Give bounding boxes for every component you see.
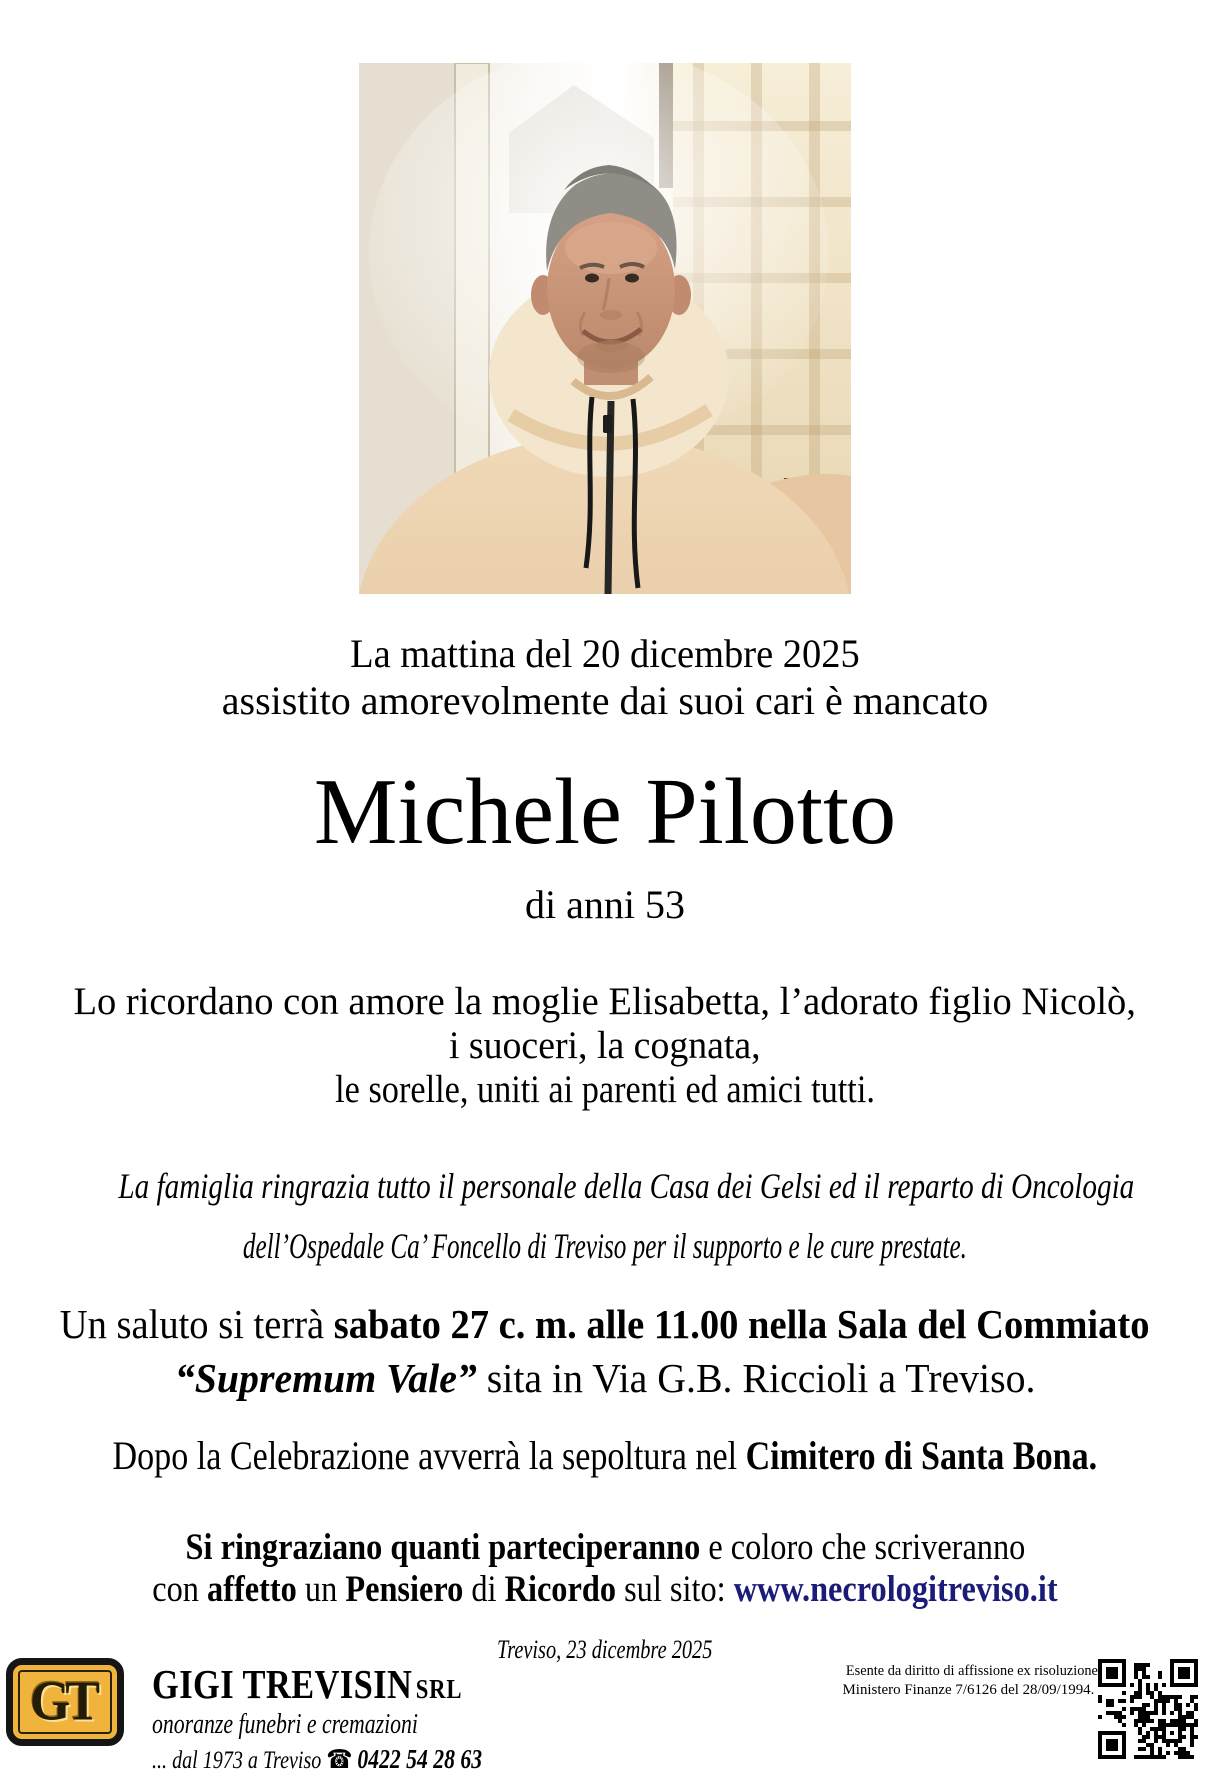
intro-lines (0, 630, 1210, 724)
family-line-2: i suoceri, la cognata, (449, 1024, 761, 1067)
legal-line-2: Ministero Finanze 7/6126 del 28/09/1994. (842, 1682, 1094, 1698)
cemetery-name: Cimitero di Santa Bona. (745, 1433, 1098, 1478)
gratitude-lines (0, 1527, 1210, 1611)
burial-line: Dopo la Celebrazione avverrà la sepoltura nel Cimitero di Santa Bona. (112, 1433, 1098, 1478)
gratitude-line-1: Si ringraziano quanti parteciperanno e coloro che scriveranno (185, 1527, 1025, 1568)
phone-icon: ☎ (326, 1745, 353, 1774)
dateline: Treviso, 23 dicembre 2025 (497, 1635, 713, 1664)
qr-code (1098, 1659, 1198, 1759)
logo-monogram: GT (29, 1670, 96, 1733)
ceremony-line-1: Un saluto si terrà sabato 27 c. m. alle 11.00 nella Sala del Commiato (60, 1301, 1150, 1347)
deceased-name: Michele Pilotto (313, 760, 897, 864)
company-logo (6, 1658, 124, 1746)
age-line: di anni 53 (525, 882, 685, 927)
ceremony-line-2: “Supremum Vale” sita in Via G.B. Riccioli a Treviso. (174, 1355, 1036, 1401)
gratitude-line-2: con affetto un Pensiero di Ricordo sul sito: www.necrologitreviso.it (152, 1569, 1058, 1610)
acknowledgement-line-2: dell’Ospedale Ca’ Foncello di Treviso per il supporto e le cure prestate. (242, 1226, 968, 1266)
portrait-photo (359, 63, 851, 594)
company-name-line: GIGI TREVISIN SRL (152, 1661, 463, 1707)
legal-notice (840, 1662, 1096, 1700)
legal-line-1: Esente da diritto di affissione ex risoluzione (845, 1663, 1098, 1679)
portrait-illustration (359, 63, 851, 594)
ceremony-lines (0, 1297, 1210, 1405)
website-link: www.necrologitreviso.it (733, 1569, 1058, 1610)
family-line-3: le sorelle, uniti ai parenti ed amici tutti. (335, 1068, 875, 1111)
company-suffix: SRL (415, 1674, 463, 1704)
intro-line-2: assistito amorevolmente dai suoi cari è mancato (221, 678, 989, 723)
funeral-home-hall-name: “Supremum Vale” (174, 1355, 477, 1401)
acknowledgement-line-1: La famiglia ringrazia tutto il personale della Casa dei Gelsi ed il reparto di Oncologia (118, 1166, 1135, 1206)
company-since-line: ... dal 1973 a Treviso ☎ 0422 54 28 63 (152, 1744, 483, 1774)
acknowledgement-lines (0, 1156, 1210, 1276)
ceremony-datetime: sabato 27 c. m. alle 11.00 nella Sala del Commiato (334, 1301, 1150, 1347)
family-lines (0, 980, 1210, 1112)
company-info (152, 1660, 563, 1775)
phone-number: 0422 54 28 63 (357, 1744, 483, 1774)
intro-line-1: La mattina del 20 dicembre 2025 (350, 631, 860, 676)
family-line-1: Lo ricordano con amore la moglie Elisabetta, l’adorato figlio Nicolò, (73, 980, 1137, 1023)
company-tagline: onoranze funebri e cremazioni (152, 1708, 418, 1740)
